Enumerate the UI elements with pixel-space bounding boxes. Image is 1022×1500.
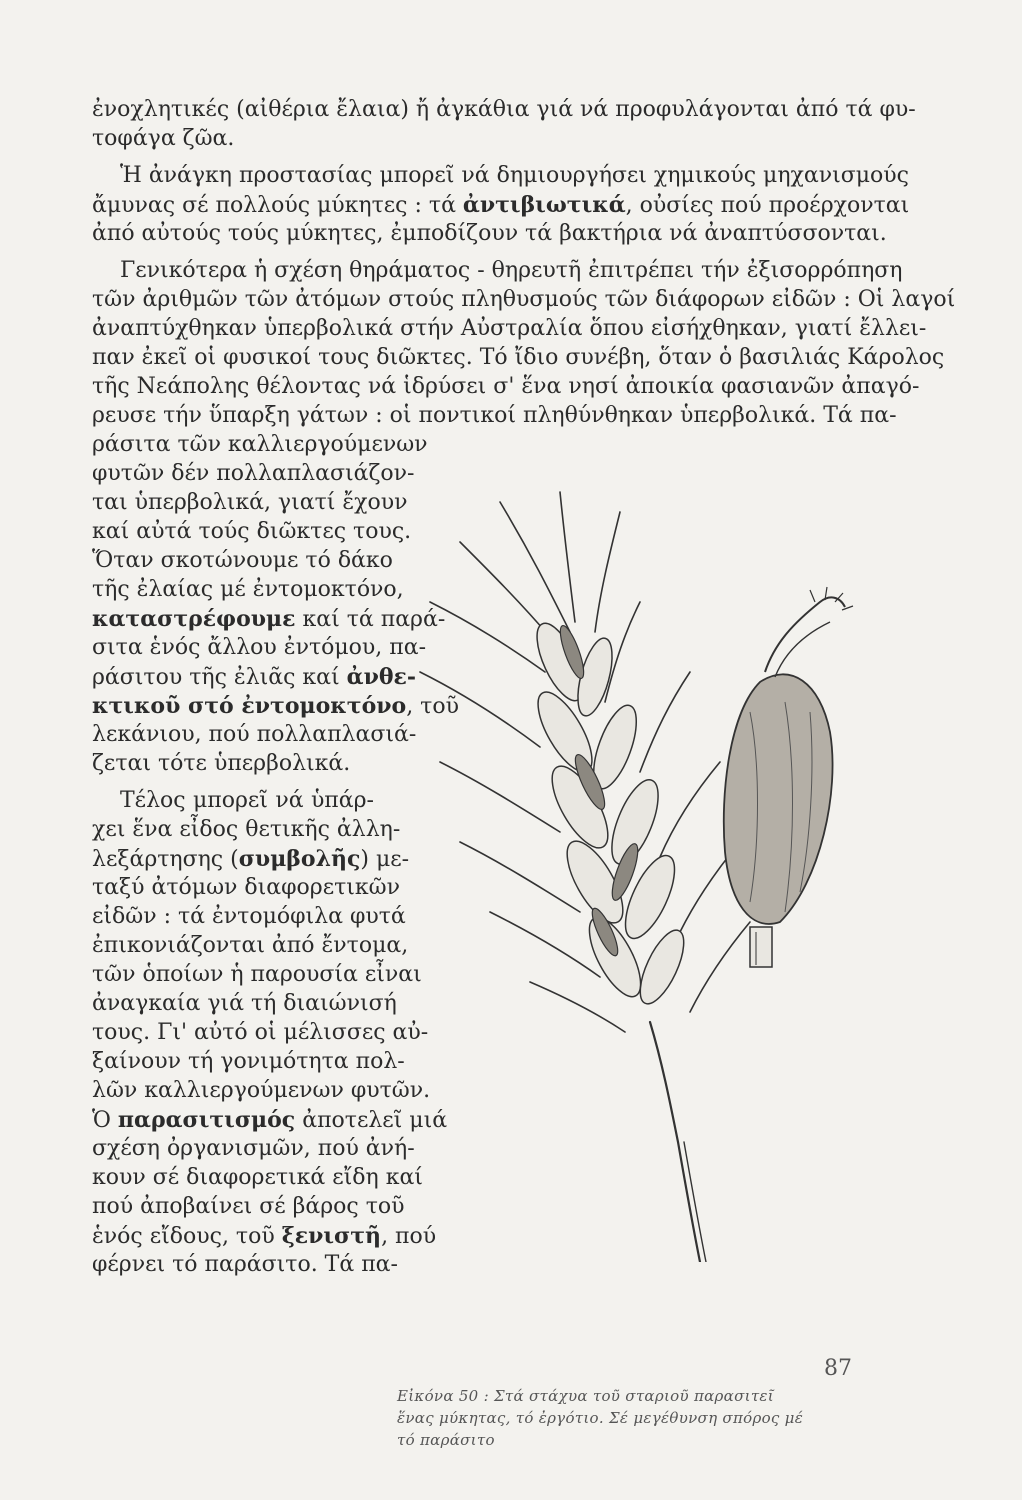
text-line: χει ἕνα εἶδος θετικῆς ἀλλη-: [92, 817, 401, 842]
text-line: τοφάγα ζῶα.: [92, 126, 235, 151]
text-line: κουν σέ διαφορετικά εἴδη καί: [92, 1165, 423, 1190]
text-line: σιτα ἑνός ἄλλου ἐντόμου, πα-: [92, 635, 427, 660]
text-line: ράσιτα τῶν καλλιεργούμενων: [92, 432, 428, 457]
text-line: Ὅταν σκοτώνουμε τό δάκο: [92, 548, 393, 573]
text-line: ξαίνουν τή γονιμότητα πολ-: [92, 1049, 405, 1074]
text-line: πού ἀποβαίνει σέ βάρος τοῦ: [92, 1194, 405, 1219]
text-line: λεξάρτησης (συμβολῆς) με-: [92, 846, 410, 872]
bold-term-resistant: ἀνθε-: [346, 664, 417, 690]
bold-term-symbiosis: συμβολῆς: [238, 846, 361, 872]
text-line: ἐπικονιάζονται ἀπό ἔντομα,: [92, 933, 409, 958]
text-line: Ὁ παρασιτισμός ἀποτελεῖ μιά: [92, 1107, 448, 1133]
text-line: ἑνός εἴδους, τοῦ ξενιστῆ, πού: [92, 1223, 437, 1249]
text-line: λεκάνιου, πού πολλαπλασιά-: [92, 722, 417, 747]
text-line: φυτῶν δέν πολλαπλασιάζον-: [92, 461, 415, 486]
text-line: ἄμυνας σέ πολλούς μύκητες : τά ἀντιβιωτικά, οὐσίες πού προέρχονται: [92, 192, 910, 218]
text-line: τῆς Νεάπολης θέλοντας νά ἱδρύσει σ' ἕνα νησί ἀποικία φασιανῶν ἀπαγό-: [92, 374, 920, 399]
text-line: παν ἐκεῖ οἱ φυσικοί τους διῶκτες. Τό ἴδιο συνέβη, ὅταν ὁ βασιλιάς Κάρολος: [92, 345, 945, 370]
text-line: καταστρέφουμε καί τά παρά-: [92, 606, 446, 632]
text-line: σχέση ὀργανισμῶν, πού ἀνή-: [92, 1136, 415, 1161]
bold-term-destroy: καταστρέφουμε: [92, 606, 296, 632]
text-line: ἀναγκαία γιά τή διαιώνισή: [92, 991, 397, 1016]
text-line: τῶν ὁποίων ἡ παρουσία εἶναι: [92, 962, 422, 987]
text-line: κτικοῦ στό ἐντομοκτόνο, τοῦ: [92, 693, 459, 719]
wheat-ergot-illustration: [400, 462, 880, 1262]
text-line: καί αὐτά τούς διῶκτες τους.: [92, 519, 412, 544]
page-number: 87: [824, 1356, 852, 1381]
text-line: ρευσε τήν ὕπαρξη γάτων : οἱ ποντικοί πληθύνθηκαν ὑπερβολικά. Τά πα-: [92, 403, 897, 428]
text-line: τῆς ἐλαίας μέ ἐντομοκτόνο,: [92, 577, 404, 602]
text-line: Τέλος μπορεῖ νά ὑπάρ-: [120, 788, 374, 813]
text-line: τῶν ἀριθμῶν τῶν ἀτόμων στούς πληθυσμούς τῶν διάφορων εἰδῶν : Οἱ λαγοί: [92, 287, 956, 312]
text-line: ἐνοχλητικές (αἰθέρια ἔλαια) ἤ ἀγκάθια γιά νά προφυλάγονται ἀπό τά φυ-: [92, 97, 916, 122]
text-line: ταξύ ἀτόμων διαφορετικῶν: [92, 875, 400, 900]
bold-term-parasitism: παρασιτισμός: [117, 1107, 296, 1133]
text-line: ἀπό αὐτούς τούς μύκητες, ἐμποδίζουν τά βακτήρια νά ἀναπτύσσονται.: [92, 221, 887, 246]
text-line: εἰδῶν : τά ἐντομόφιλα φυτά: [92, 904, 406, 929]
text-line: ται ὑπερβολικά, γιατί ἔχουν: [92, 490, 408, 515]
text-line: Ἡ ἀνάγκη προστασίας μπορεῖ νά δημιουργήσει χημικούς μηχανισμούς: [120, 163, 909, 188]
text-line: λῶν καλλιεργούμενων φυτῶν.: [92, 1078, 431, 1103]
bold-term-resistant-cont: κτικοῦ στό ἐντομοκτόνο: [92, 693, 407, 719]
magnified-seed: [724, 587, 853, 967]
bold-term-antibiotics: ἀντιβιωτικά: [462, 192, 626, 218]
text-line: ἀναπτύχθηκαν ὑπερβολικά στήν Αὐστραλία ὅπου εἰσήχθηκαν, γιατί ἔλλει-: [92, 316, 927, 341]
text-line: φέρνει τό παράσιτο. Τά πα-: [92, 1252, 398, 1277]
text-line: τους. Γι' αὐτό οἱ μέλισσες αὐ-: [92, 1020, 429, 1045]
bold-term-host: ξενιστῆ: [281, 1223, 382, 1249]
text-line: ζεται τότε ὑπερβολικά.: [92, 751, 351, 776]
figure-caption: Εἰκόνα 50 : Στά στάχυα τοῦ σταριοῦ παρασιτεῖ ἕνας μύκητας, τό ἐργότιο. Σέ μεγέθυνση σπόρος μέ τό παράσιτο: [397, 1387, 804, 1449]
text-line: Γενικότερα ἡ σχέση θηράματος - θηρευτῆ ἐπιτρέπει τήν ἐξισορρόπηση: [120, 258, 903, 283]
text-line: ράσιτου τῆς ἐλιᾶς καί ἀνθε-: [92, 664, 417, 690]
